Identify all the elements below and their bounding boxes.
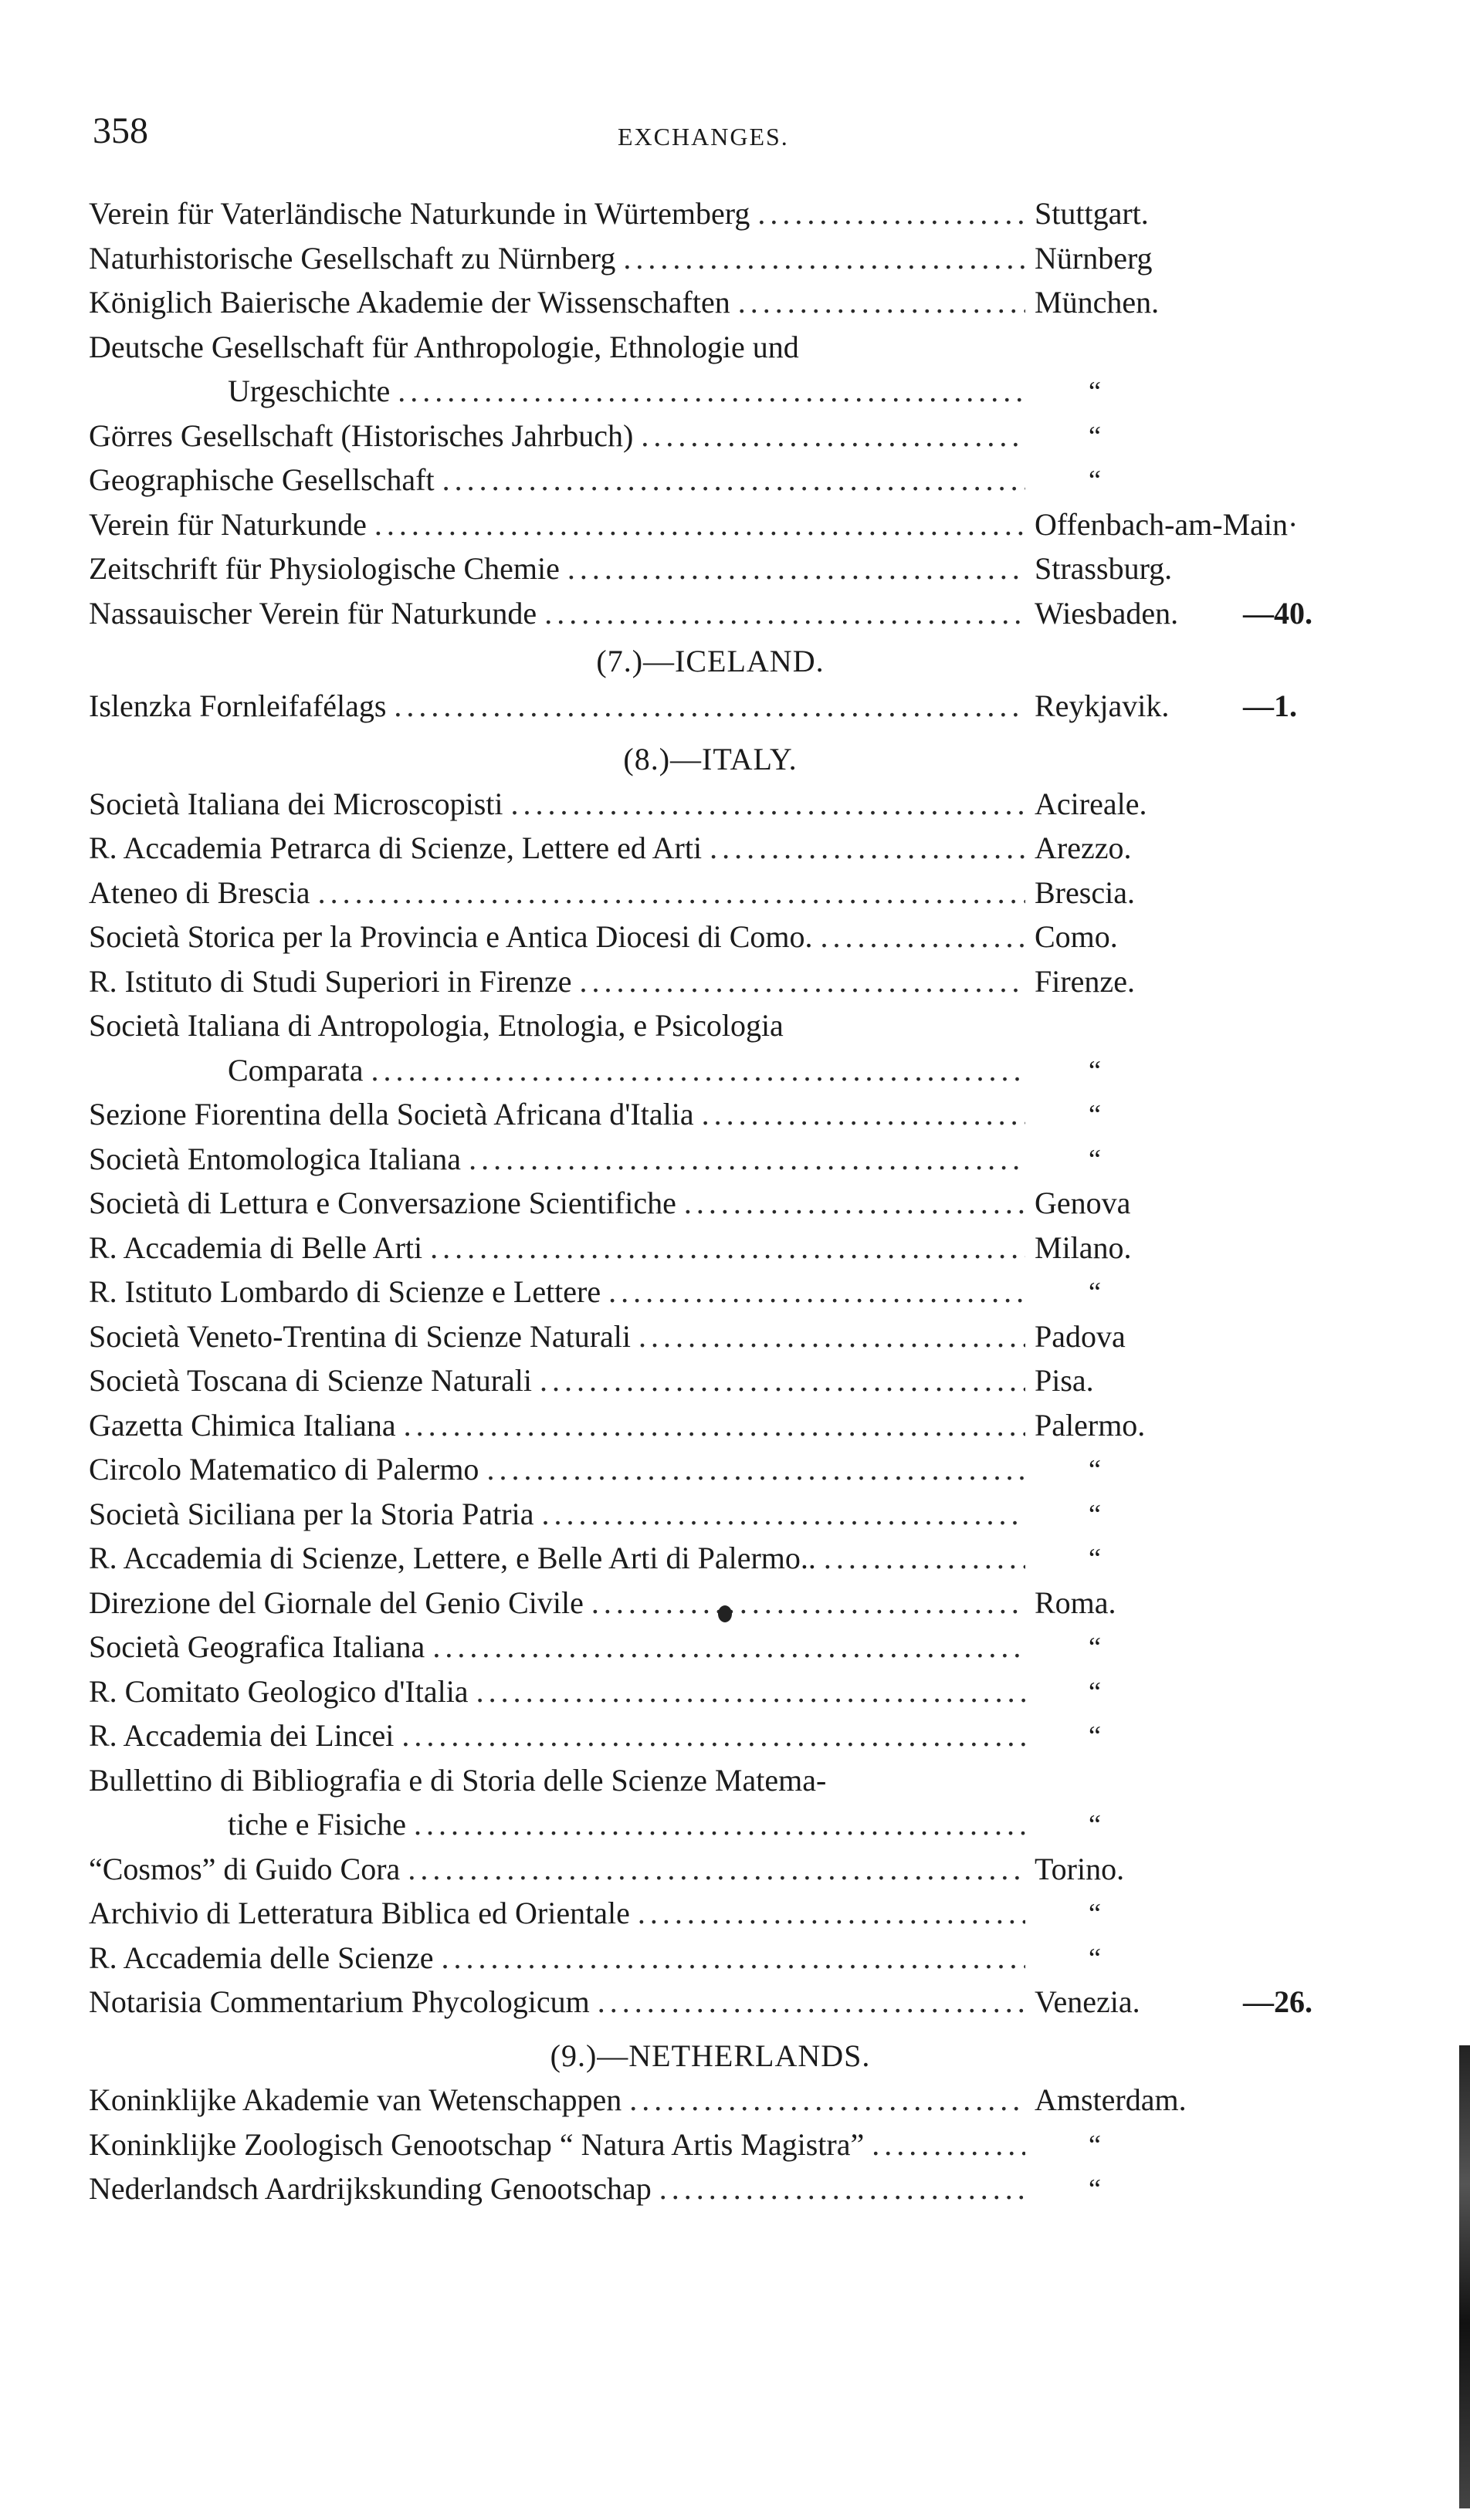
exchange-entry	[89, 1669, 1328, 1714]
exchange-entry	[228, 1048, 1328, 1093]
dot-leader	[659, 2167, 1025, 2211]
city-name: Padova	[1035, 1318, 1126, 1354]
society-name: Archivio di Letteratura Biblica ed Orientale	[89, 1896, 630, 1930]
society-name: Nederlandsch Aardrijkskunding Genootschap	[89, 2171, 652, 2206]
dot-leader	[684, 1181, 1025, 1226]
dot-leader	[430, 1226, 1025, 1270]
city-name: Reykjavik.	[1035, 688, 1170, 723]
society-name: Naturhistorische Gesellschaft zu Nürnberg	[89, 240, 616, 276]
exchange-entry	[89, 1181, 1328, 1226]
dot-leader	[469, 1137, 1025, 1182]
section-count: —40.	[1243, 595, 1312, 631]
scan-edge-mark	[1459, 2045, 1470, 2508]
exchange-entry	[89, 1625, 1328, 1669]
society-name: R. Accademia delle Scienze	[89, 1940, 434, 1975]
dot-leader	[641, 414, 1025, 458]
society-name: R. Accademia di Belle Arti	[89, 1230, 423, 1265]
city-name: Torino.	[1035, 1851, 1125, 1886]
society-name: Società di Lettura e Conversazione Scientifiche	[89, 1186, 676, 1220]
society-name: Società Toscana di Scienze Naturali	[89, 1363, 533, 1398]
society-name: R. Accademia di Scienze, Lettere, e Belle Arti di Palermo..	[89, 1541, 816, 1575]
dot-leader	[541, 1492, 1025, 1537]
section-heading: (7.)—ICELAND.	[596, 644, 825, 678]
dot-leader	[476, 1669, 1025, 1714]
city-name: Roma.	[1035, 1585, 1116, 1620]
city-name: Palermo.	[1035, 1407, 1146, 1443]
dot-leader	[404, 1403, 1025, 1448]
city-name: Offenbach-am-Main·	[1035, 506, 1299, 542]
dot-leader	[401, 1713, 1025, 1758]
ink-blot	[718, 1605, 732, 1622]
exchange-entry	[89, 236, 1328, 281]
exchange-entry	[89, 826, 1328, 871]
dot-leader	[374, 502, 1025, 547]
city-name: Venezia.	[1035, 1984, 1140, 2019]
society-name: R. Accademia dei Lincei	[89, 1718, 395, 1753]
exchange-entry	[89, 591, 1328, 636]
ditto-mark: “	[1089, 1143, 1101, 1175]
society-name: Bullettino di Bibliografia e di Storia delle Scienze Matema-	[89, 1762, 827, 1798]
dot-leader	[638, 1314, 1025, 1359]
society-name: Görres Gesellschaft (Historisches Jahrbuch)	[89, 418, 634, 453]
dot-leader	[414, 1802, 1025, 1847]
dot-leader	[623, 236, 1025, 281]
dot-leader	[371, 1048, 1026, 1093]
society-name: Società Veneto-Trentina di Scienze Naturali	[89, 1318, 632, 1354]
dot-leader	[540, 1358, 1025, 1403]
city-name: Strassburg.	[1035, 551, 1173, 586]
dot-leader	[544, 591, 1025, 636]
society-name: Nassauischer Verein für Naturkunde	[89, 595, 537, 631]
society-name: Società Entomologica Italiana	[89, 1141, 462, 1176]
exchange-entry	[89, 1581, 1328, 1625]
exchange-entry	[89, 458, 1328, 502]
dot-leader	[598, 1980, 1025, 2024]
city-name: Milano.	[1035, 1230, 1132, 1265]
city-name: Brescia.	[1035, 874, 1135, 910]
dot-leader	[394, 684, 1025, 729]
exchange-entry	[89, 2167, 1328, 2211]
dot-leader	[398, 369, 1025, 414]
section-count: —1.	[1243, 688, 1297, 723]
city-name: Wiesbaden.	[1035, 595, 1179, 631]
exchange-entry	[89, 1891, 1328, 1936]
exchange-entry	[89, 1403, 1328, 1448]
society-name: Società Storica per la Provincia e Antica Diocesi di Como.	[89, 919, 813, 954]
society-name: Società Italiana di Antropologia, Etnologia, e Psicologia	[89, 1008, 784, 1043]
city-name: Firenze.	[1035, 963, 1135, 999]
society-name: Società Siciliana per la Storia Patria	[89, 1496, 534, 1531]
dot-leader	[318, 871, 1025, 915]
dot-leader	[702, 1092, 1025, 1137]
exchange-entry	[89, 280, 1328, 325]
dot-leader	[824, 1536, 1025, 1581]
dot-leader	[608, 1270, 1025, 1314]
society-name: Circolo Matematico di Palermo	[89, 1452, 479, 1487]
dot-leader	[738, 280, 1025, 325]
exchange-entry	[89, 1936, 1328, 1980]
exchange-entry	[89, 2123, 1328, 2167]
exchange-entry	[89, 2078, 1328, 2123]
dot-leader	[821, 915, 1025, 959]
ditto-mark: “	[1089, 1676, 1101, 1707]
exchange-entry	[89, 325, 1328, 370]
exchange-entry	[89, 1492, 1328, 1537]
ditto-mark: “	[1089, 1277, 1101, 1307]
city-name: Pisa.	[1035, 1363, 1094, 1398]
exchange-entry	[89, 1847, 1328, 1892]
exchange-entry	[89, 871, 1328, 915]
dot-leader	[432, 1625, 1025, 1669]
exchange-entry	[89, 1358, 1328, 1403]
dot-leader	[511, 782, 1025, 827]
city-name: Acireale.	[1035, 786, 1147, 821]
exchange-entry	[89, 1226, 1328, 1270]
society-name: Geographische Gesellschaft	[89, 462, 435, 497]
city-name: Amsterdam.	[1035, 2082, 1187, 2117]
dot-leader	[629, 2078, 1025, 2123]
ditto-mark: “	[1089, 376, 1101, 407]
exchange-entry	[89, 1314, 1328, 1359]
running-title: EXCHANGES.	[618, 123, 789, 151]
society-name: tiche e Fisiche	[228, 1807, 407, 1842]
ditto-mark: “	[1089, 1898, 1101, 1929]
society-name: Direzione del Giornale del Genio Civile	[89, 1585, 584, 1620]
exchange-entry	[89, 1758, 1328, 1803]
ditto-mark: “	[1089, 1632, 1101, 1663]
society-name: Ateneo di Brescia	[89, 874, 310, 910]
ditto-mark: “	[1089, 2173, 1101, 2204]
society-name: Islenzka Fornleifafélags	[89, 688, 387, 723]
society-name: Königlich Baierische Akademie der Wissenschaften	[89, 285, 730, 320]
dot-leader	[591, 1581, 1025, 1625]
city-name: Genova	[1035, 1186, 1131, 1220]
dot-leader	[580, 959, 1025, 1004]
ditto-mark: “	[1089, 465, 1101, 496]
exchange-entry	[89, 191, 1328, 236]
city-name: München.	[1035, 285, 1160, 320]
dot-leader	[486, 1447, 1025, 1492]
society-name: Deutsche Gesellschaft für Anthropologie, Ethnologie und	[89, 329, 799, 364]
dot-leader	[441, 1936, 1025, 1980]
ditto-mark: “	[1089, 1454, 1101, 1485]
dot-leader	[757, 191, 1025, 236]
society-name: Società Geografica Italiana	[89, 1629, 425, 1664]
exchange-entry	[89, 546, 1328, 591]
society-name: Koninklijke Akademie van Wetenschappen	[89, 2082, 622, 2117]
ditto-mark: “	[1089, 1720, 1101, 1751]
dot-leader	[710, 826, 1025, 871]
exchange-entry	[89, 1003, 1328, 1048]
page-number: 358	[93, 110, 148, 151]
section-heading: (9.)—NETHERLANDS.	[550, 2038, 871, 2073]
dot-leader	[567, 546, 1025, 591]
section-count: —26.	[1243, 1984, 1312, 2019]
exchange-entry	[89, 1137, 1328, 1182]
society-name: Notarisia Commentarium Phycologicum	[89, 1984, 590, 2019]
exchange-entry	[89, 1536, 1328, 1581]
exchange-entry	[89, 1092, 1328, 1137]
ditto-mark: “	[1089, 420, 1101, 452]
exchange-entry	[89, 684, 1328, 729]
ditto-mark: “	[1089, 1543, 1101, 1574]
exchange-entry	[89, 915, 1328, 959]
city-name: Nürnberg	[1035, 240, 1153, 276]
society-name: Zeitschrift für Physiologische Chemie	[89, 551, 560, 586]
dot-leader	[408, 1847, 1025, 1892]
society-name: Verein für Naturkunde	[89, 506, 367, 542]
society-name: “Cosmos” di Guido Cora	[89, 1851, 401, 1886]
ditto-mark: “	[1089, 1942, 1101, 1974]
exchange-entry	[89, 1270, 1328, 1314]
city-name: Stuttgart.	[1035, 196, 1149, 231]
society-name: Comparata	[228, 1052, 364, 1087]
ditto-mark: “	[1089, 1498, 1101, 1530]
exchange-entry	[89, 1447, 1328, 1492]
society-name: R. Comitato Geologico d'Italia	[89, 1673, 469, 1709]
ditto-mark: “	[1089, 2129, 1101, 2160]
dot-leader	[872, 2123, 1025, 2167]
exchange-entry	[89, 782, 1328, 827]
society-name: R. Istituto Lombardo di Scienze e Lettere	[89, 1274, 601, 1309]
section-heading: (8.)—ITALY.	[623, 742, 798, 776]
society-name: Koninklijke Zoologisch Genootschap “ Natura Artis Magistra”	[89, 2126, 865, 2162]
society-name: Verein für Vaterländische Naturkunde in Würtemberg	[89, 196, 750, 231]
exchange-entry	[89, 959, 1328, 1004]
society-name: R. Accademia Petrarca di Scienze, Lettere ed Arti	[89, 830, 703, 865]
city-name: Arezzo.	[1035, 830, 1132, 865]
exchange-entry	[89, 502, 1328, 547]
society-name: Urgeschichte	[228, 374, 391, 408]
exchange-entry	[89, 1713, 1328, 1758]
city-name: Como.	[1035, 919, 1118, 954]
exchange-entry	[228, 369, 1328, 414]
dot-leader	[442, 458, 1025, 502]
exchange-entry	[89, 1980, 1328, 2024]
society-name: R. Istituto di Studi Superiori in Firenze	[89, 963, 572, 999]
society-name: Gazetta Chimica Italiana	[89, 1407, 396, 1443]
exchange-entry	[228, 1802, 1328, 1847]
society-name: Sezione Fiorentina della Società Africana d'Italia	[89, 1097, 694, 1131]
ditto-mark: “	[1089, 1099, 1101, 1130]
society-name: Società Italiana dei Microscopisti	[89, 786, 503, 821]
dot-leader	[638, 1891, 1025, 1936]
ditto-mark: “	[1089, 1809, 1101, 1840]
exchange-entry	[89, 414, 1328, 458]
ditto-mark: “	[1089, 1054, 1101, 1086]
